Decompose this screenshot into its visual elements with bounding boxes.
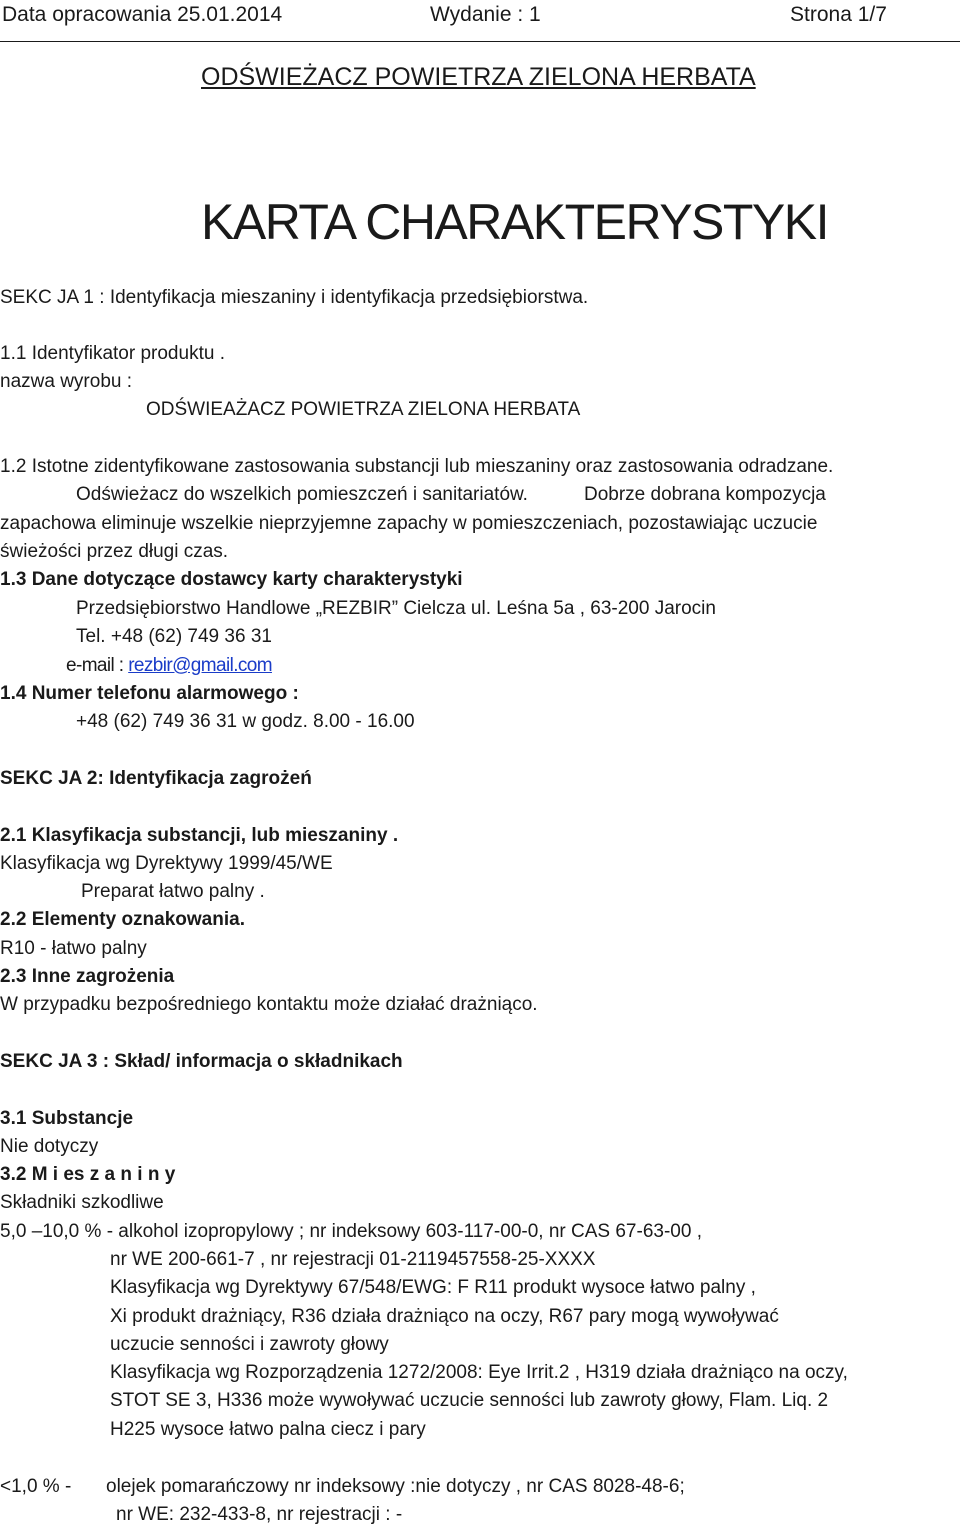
- other-hazards: W przypadku bezpośredniego kontaktu może działać drażniąco.: [0, 994, 538, 1015]
- supplier-phone: Tel. +48 (62) 749 36 31: [76, 626, 272, 647]
- header-rule: [0, 41, 960, 42]
- subsection-3-1-heading: 3.1 Substancje: [0, 1108, 134, 1129]
- use-text-line-1: Odświeżacz do wszelkich pomieszczeń i sanitariatów.: [76, 484, 528, 505]
- component-2-line-2: nr WE: 232-433-8, nr rejestracji : -: [116, 1504, 403, 1525]
- r10-label: R10 - łatwo palny: [0, 938, 147, 959]
- product-name-label: nazwa wyrobu :: [0, 371, 133, 392]
- component-1-line-2: nr WE 200-661-7 , nr rejestracji 01-2119457558-25-XXXX: [110, 1249, 596, 1270]
- product-title: ODŚWIEŻACZ POWIETRZA ZIELONA HERBATA: [201, 63, 756, 91]
- header-date: Data opracowania 25.01.2014: [2, 3, 283, 26]
- header-page: Strona 1/7: [790, 3, 887, 26]
- subsection-2-1-heading: 2.1 Klasyfikacja substancji, lub mieszaniny .: [0, 825, 399, 846]
- component-1-line-1: 5,0 –10,0 % - alkohol izopropylowy ; nr indeksowy 603-117-00-0, nr CAS 67-63-00 ,: [0, 1221, 702, 1242]
- component-1-line-6: Klasyfikacja wg Rozporządzenia 1272/2008: Eye Irrit.2 , H319 działa drażniąco na oczy,: [110, 1362, 848, 1383]
- use-text-line-2: zapachowa eliminuje wszelkie nieprzyjemne zapachy w pomieszczeniach, pozostawiając uczucie: [0, 513, 818, 534]
- subsection-1-3-heading: 1.3 Dane dotyczące dostawcy karty charakterystyki: [0, 569, 463, 590]
- email-link[interactable]: rezbir@gmail.com: [128, 655, 272, 676]
- subsection-3-2-heading: 3.2 M i es z a n i n y: [0, 1164, 176, 1185]
- component-2-percentage: <1,0 % -: [0, 1476, 72, 1497]
- component-1-line-4: Xi produkt drażniący, R36 działa drażniąco na oczy, R67 pary mogą wywoływać: [110, 1306, 779, 1327]
- component-1-line-5: uczucie senności i zawroty głowy: [110, 1334, 389, 1355]
- supplier-email-row: [66, 654, 272, 678]
- alarm-phone: +48 (62) 749 36 31 w godz. 8.00 - 16.00: [76, 711, 415, 732]
- subsection-1-2-heading: 1.2 Istotne zidentyfikowane zastosowania substancji lub mieszaniny oraz zastosowania odradzane.: [0, 456, 834, 477]
- product-name-value: ODŚWIEAŻACZ POWIETRZA ZIELONA HERBATA: [146, 399, 581, 420]
- subsection-1-1-heading: 1.1 Identyfikator produktu .: [0, 343, 225, 364]
- preparation-class: Preparat łatwo palny .: [81, 881, 265, 902]
- document-title: KARTA CHARAKTERYSTYKI: [201, 194, 829, 250]
- subsection-2-3-heading: 2.3 Inne zagrożenia: [0, 966, 175, 987]
- header-edition: Wydanie : 1: [430, 3, 541, 26]
- harmful-components-label: Składniki szkodliwe: [0, 1192, 164, 1213]
- section-1-heading: SEKC JA 1 : Identyfikacja mieszaniny i identyfikacja przedsiębiorstwa.: [0, 287, 589, 308]
- substances-not-applicable: Nie dotyczy: [0, 1136, 99, 1157]
- supplier-address: Przedsiębiorstwo Handlowe „REZBIR” Cielcza ul. Leśna 5a , 63-200 Jarocin: [76, 598, 716, 619]
- section-2-heading: SEKC JA 2: Identyfikacja zagrożeń: [0, 768, 312, 789]
- component-1-line-8: H225 wysoce łatwo palna ciecz i pary: [110, 1419, 426, 1440]
- component-1-line-3: Klasyfikacja wg Dyrektywy 67/548/EWG: F R11 produkt wysoce łatwo palny ,: [110, 1277, 756, 1298]
- component-1-line-7: STOT SE 3, H336 może wywoływać uczucie senności lub zawroty głowy, Flam. Liq. 2: [110, 1390, 829, 1411]
- section-3-heading: SEKC JA 3 : Skład/ informacja o składnikach: [0, 1051, 403, 1072]
- component-2-line-1: olejek pomarańczowy nr indeksowy :nie dotyczy , nr CAS 8028-48-6;: [106, 1476, 685, 1497]
- use-text-line-1b: Dobrze dobrana kompozycja: [584, 484, 826, 505]
- subsection-2-2-heading: 2.2 Elementy oznakowania.: [0, 909, 245, 930]
- email-label: e-mail :: [66, 655, 124, 676]
- classification-line: Klasyfikacja wg Dyrektywy 1999/45/WE: [0, 853, 333, 874]
- subsection-1-4-heading: 1.4 Numer telefonu alarmowego :: [0, 683, 299, 704]
- use-text-line-3: świeżości przez długi czas.: [0, 541, 229, 562]
